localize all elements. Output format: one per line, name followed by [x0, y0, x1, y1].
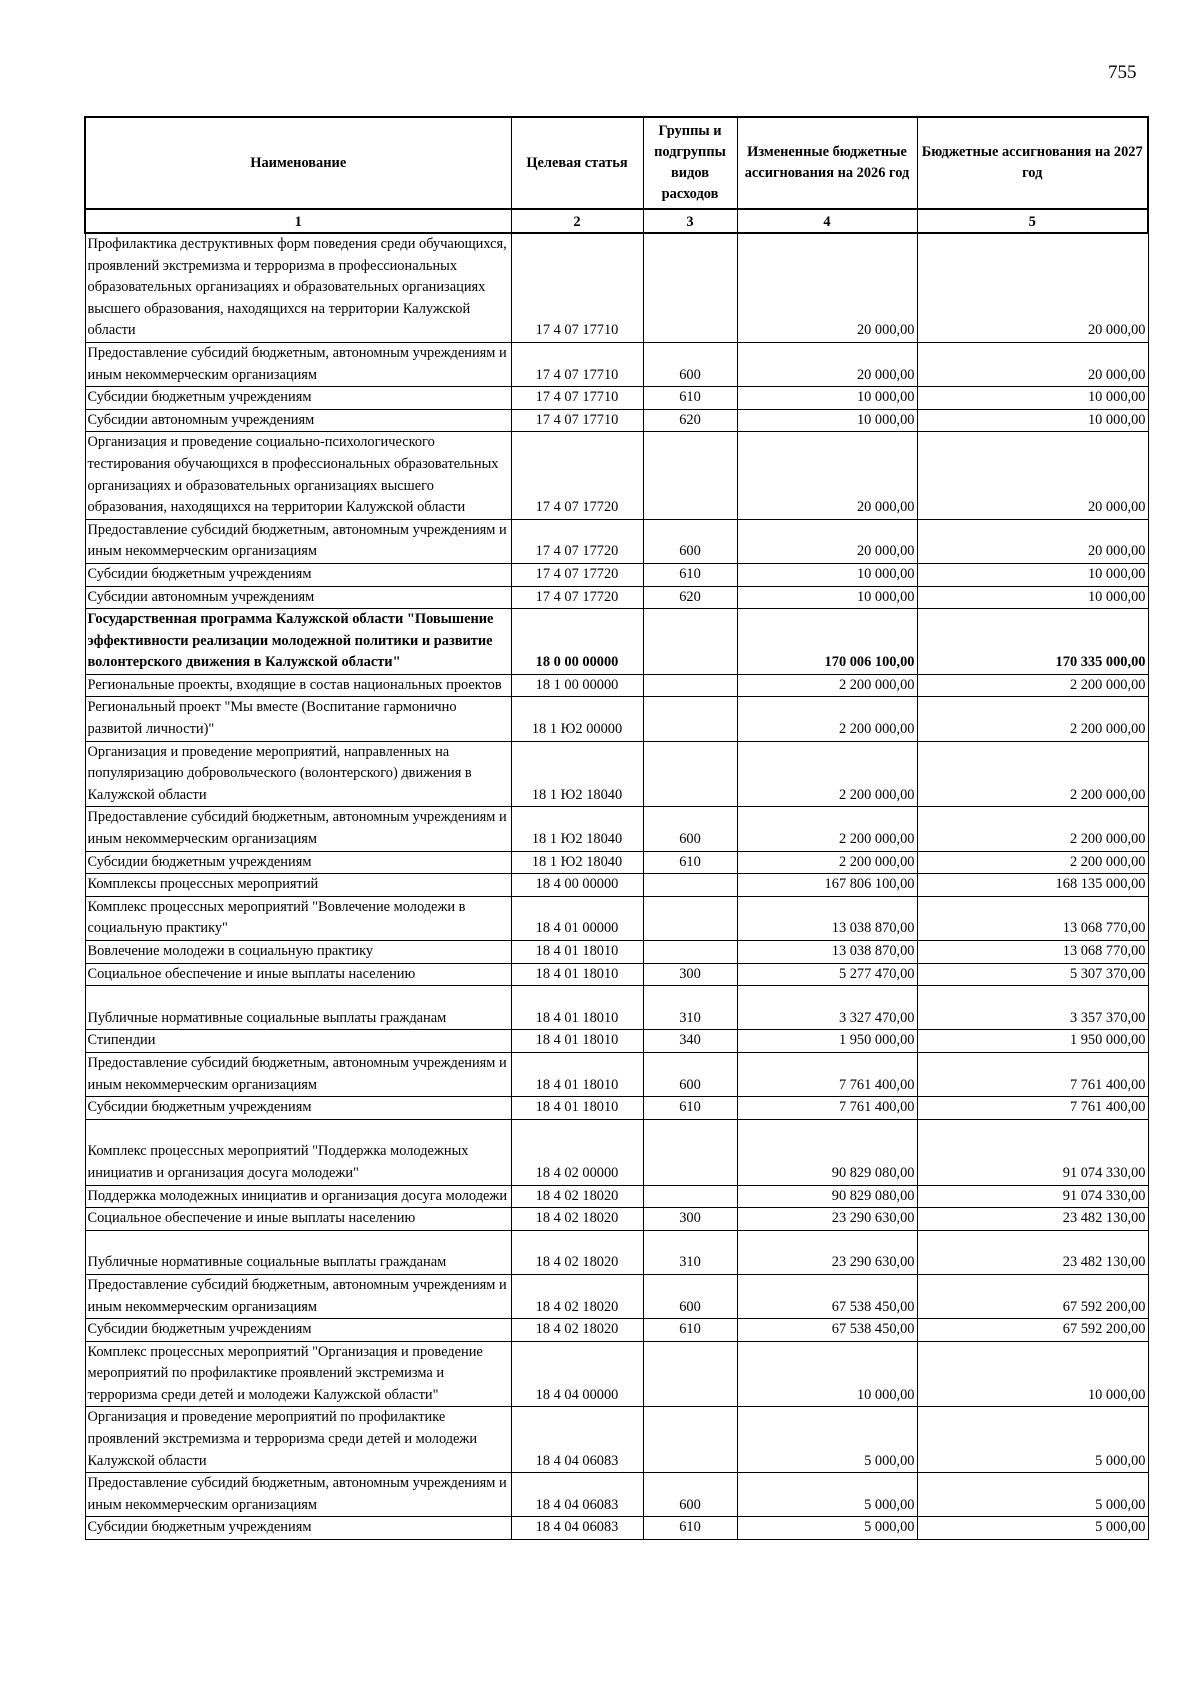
row-amount-2027: 23 482 130,00: [917, 1208, 1148, 1231]
row-amount-2027: 1 950 000,00: [917, 1030, 1148, 1053]
row-group-code: 610: [643, 851, 737, 874]
row-target-code: 17 4 07 17710: [511, 233, 643, 342]
row-group-code: 310: [643, 1230, 737, 1274]
header-name: Наименование: [85, 117, 511, 209]
row-target-code: 17 4 07 17720: [511, 586, 643, 609]
table-row: [85, 674, 1148, 697]
row-amount-2027: 20 000,00: [917, 432, 1148, 519]
row-group-code: [643, 874, 737, 897]
row-name: Публичные нормативные социальные выплаты гражданам: [85, 986, 511, 1030]
row-amount-2027: 20 000,00: [917, 233, 1148, 342]
row-group-code: 610: [643, 1319, 737, 1342]
row-amount-2027: 168 135 000,00: [917, 874, 1148, 897]
table-row: [85, 1341, 1148, 1407]
row-amount-2026: 20 000,00: [737, 233, 917, 342]
row-amount-2026: 23 290 630,00: [737, 1230, 917, 1274]
table-row: [85, 1517, 1148, 1540]
row-amount-2027: 2 200 000,00: [917, 851, 1148, 874]
row-name: Предоставление субсидий бюджетным, автономным учреждениям и иным некоммерческим организациям: [85, 1473, 511, 1517]
row-name: Социальное обеспечение и иные выплаты населению: [85, 1208, 511, 1231]
table-row: [85, 1030, 1148, 1053]
row-group-code: [643, 1407, 737, 1473]
row-group-code: 600: [643, 342, 737, 386]
row-amount-2026: 1 950 000,00: [737, 1030, 917, 1053]
row-group-code: 340: [643, 1030, 737, 1053]
row-amount-2027: 2 200 000,00: [917, 741, 1148, 807]
table-row: [85, 409, 1148, 432]
row-amount-2027: 7 761 400,00: [917, 1052, 1148, 1096]
table-row: [85, 1230, 1148, 1274]
row-amount-2026: 5 000,00: [737, 1407, 917, 1473]
row-amount-2026: 10 000,00: [737, 563, 917, 586]
row-group-code: 600: [643, 1274, 737, 1318]
header-2027: Бюджетные ассигнования на 2027 год: [917, 117, 1148, 209]
row-target-code: 18 4 02 18020: [511, 1185, 643, 1208]
table-row: [85, 896, 1148, 940]
row-group-code: 620: [643, 586, 737, 609]
row-amount-2026: 2 200 000,00: [737, 674, 917, 697]
row-group-code: [643, 233, 737, 342]
row-group-code: [643, 941, 737, 964]
row-group-code: [643, 697, 737, 741]
row-amount-2027: 7 761 400,00: [917, 1097, 1148, 1120]
row-name: Поддержка молодежных инициатив и организация досуга молодежи: [85, 1185, 511, 1208]
row-name: Организация и проведение мероприятий, направленных на популяризацию добровольческого (волонтерского) движения в Калужской области: [85, 741, 511, 807]
col-number: 4: [737, 209, 917, 233]
table-row: [85, 586, 1148, 609]
row-amount-2026: 2 200 000,00: [737, 741, 917, 807]
row-group-code: 610: [643, 1097, 737, 1120]
row-group-code: [643, 1185, 737, 1208]
table-row: [85, 342, 1148, 386]
row-target-code: 18 4 02 00000: [511, 1119, 643, 1185]
row-group-code: 600: [643, 1052, 737, 1096]
row-amount-2027: 10 000,00: [917, 1341, 1148, 1407]
row-target-code: 18 4 01 18010: [511, 963, 643, 986]
table-row: [85, 963, 1148, 986]
row-amount-2027: 10 000,00: [917, 563, 1148, 586]
table-row: [85, 387, 1148, 410]
row-target-code: 18 4 01 18010: [511, 941, 643, 964]
row-group-code: 300: [643, 963, 737, 986]
col-number: 3: [643, 209, 737, 233]
row-name: Субсидии бюджетным учреждениям: [85, 1319, 511, 1342]
row-target-code: 18 4 01 18010: [511, 1052, 643, 1096]
row-amount-2026: 10 000,00: [737, 387, 917, 410]
row-group-code: 610: [643, 563, 737, 586]
header-group: Группы и подгруппы видов расходов: [643, 117, 737, 209]
row-target-code: 18 0 00 00000: [511, 609, 643, 675]
row-target-code: 18 4 00 00000: [511, 874, 643, 897]
row-name: Комплекс процессных мероприятий "Поддержка молодежных инициатив и организация досуга молодежи": [85, 1119, 511, 1185]
row-amount-2026: 7 761 400,00: [737, 1097, 917, 1120]
row-name: Региональный проект "Мы вместе (Воспитание гармонично развитой личности)": [85, 697, 511, 741]
column-number-row: [85, 209, 1148, 233]
row-target-code: 18 4 04 06083: [511, 1473, 643, 1517]
col-number: 2: [511, 209, 643, 233]
row-amount-2026: 3 327 470,00: [737, 986, 917, 1030]
row-target-code: 18 4 01 18010: [511, 986, 643, 1030]
row-name: Организация и проведение мероприятий по профилактике проявлений экстремизма и терроризма среди детей и молодежи Калужской области: [85, 1407, 511, 1473]
row-group-code: [643, 609, 737, 675]
table-row: [85, 874, 1148, 897]
table-row: [85, 1052, 1148, 1096]
table-row: [85, 1097, 1148, 1120]
row-amount-2027: 2 200 000,00: [917, 807, 1148, 851]
row-name: Предоставление субсидий бюджетным, автономным учреждениям и иным некоммерческим организациям: [85, 1274, 511, 1318]
budget-table: [84, 116, 1149, 1540]
table-row: [85, 986, 1148, 1030]
row-amount-2026: 13 038 870,00: [737, 941, 917, 964]
row-target-code: 18 1 Ю2 18040: [511, 851, 643, 874]
row-target-code: 17 4 07 17720: [511, 432, 643, 519]
row-target-code: 18 4 04 00000: [511, 1341, 643, 1407]
row-amount-2027: 10 000,00: [917, 409, 1148, 432]
row-amount-2026: 5 000,00: [737, 1473, 917, 1517]
row-amount-2026: 170 006 100,00: [737, 609, 917, 675]
table-row: [85, 807, 1148, 851]
table-row: [85, 563, 1148, 586]
row-name: Комплекс процессных мероприятий "Вовлечение молодежи в социальную практику": [85, 896, 511, 940]
row-name: Комплекс процессных мероприятий "Организация и проведение мероприятий по профилактике проявлений экстремизма и терроризма среди детей и молодежи Калужской области": [85, 1341, 511, 1407]
header-target: Целевая статья: [511, 117, 643, 209]
table-row: [85, 1274, 1148, 1318]
row-group-code: 310: [643, 986, 737, 1030]
row-name: Социальное обеспечение и иные выплаты населению: [85, 963, 511, 986]
header-2026: Измененные бюджетные ассигнования на 2026 год: [737, 117, 917, 209]
row-name: Организация и проведение социально-психологического тестирования обучающихся в профессиональных образовательных организациях и образовательных организациях высшего образования, находящихся на территории Калужской области: [85, 432, 511, 519]
table-row: [85, 432, 1148, 519]
row-amount-2027: 20 000,00: [917, 342, 1148, 386]
row-amount-2027: 10 000,00: [917, 387, 1148, 410]
row-amount-2026: 67 538 450,00: [737, 1319, 917, 1342]
row-target-code: 18 4 04 06083: [511, 1407, 643, 1473]
table-row: [85, 519, 1148, 563]
row-name: Профилактика деструктивных форм поведения среди обучающихся, проявлений экстремизма и терроризма в профессиональных образовательных организациях и образовательных организациях высшего образования, находящихся на территории Калужской области: [85, 233, 511, 342]
row-amount-2027: 170 335 000,00: [917, 609, 1148, 675]
row-name: Субсидии бюджетным учреждениям: [85, 1517, 511, 1540]
row-amount-2027: 13 068 770,00: [917, 896, 1148, 940]
row-amount-2026: 23 290 630,00: [737, 1208, 917, 1231]
row-target-code: 18 4 01 18010: [511, 1097, 643, 1120]
row-group-code: 600: [643, 1473, 737, 1517]
row-target-code: 17 4 07 17720: [511, 519, 643, 563]
table-row: [85, 1119, 1148, 1185]
table-row: [85, 1319, 1148, 1342]
row-name: Предоставление субсидий бюджетным, автономным учреждениям и иным некоммерческим организациям: [85, 342, 511, 386]
row-group-code: 600: [643, 519, 737, 563]
row-name: Государственная программа Калужской области "Повышение эффективности реализации молодежной политики и развитие волонтерского движения в Калужской области": [85, 609, 511, 675]
row-amount-2027: 67 592 200,00: [917, 1274, 1148, 1318]
row-amount-2026: 2 200 000,00: [737, 851, 917, 874]
row-group-code: 610: [643, 1517, 737, 1540]
row-group-code: [643, 674, 737, 697]
row-target-code: 18 4 02 18020: [511, 1230, 643, 1274]
row-group-code: [643, 1341, 737, 1407]
row-target-code: 18 1 Ю2 18040: [511, 741, 643, 807]
row-amount-2027: 67 592 200,00: [917, 1319, 1148, 1342]
col-number: 5: [917, 209, 1148, 233]
table-row: [85, 1473, 1148, 1517]
row-group-code: 620: [643, 409, 737, 432]
row-amount-2026: 5 000,00: [737, 1517, 917, 1540]
row-name: Публичные нормативные социальные выплаты гражданам: [85, 1230, 511, 1274]
row-amount-2027: 2 200 000,00: [917, 674, 1148, 697]
row-name: Предоставление субсидий бюджетным, автономным учреждениям и иным некоммерческим организациям: [85, 519, 511, 563]
row-target-code: 17 4 07 17710: [511, 409, 643, 432]
row-amount-2026: 10 000,00: [737, 1341, 917, 1407]
row-amount-2026: 90 829 080,00: [737, 1119, 917, 1185]
row-amount-2026: 20 000,00: [737, 432, 917, 519]
row-group-code: [643, 896, 737, 940]
row-amount-2026: 2 200 000,00: [737, 807, 917, 851]
row-group-code: [643, 432, 737, 519]
table-row: [85, 697, 1148, 741]
row-target-code: 18 4 01 18010: [511, 1030, 643, 1053]
row-target-code: 17 4 07 17710: [511, 342, 643, 386]
row-name: Предоставление субсидий бюджетным, автономным учреждениям и иным некоммерческим организациям: [85, 1052, 511, 1096]
row-name: Субсидии бюджетным учреждениям: [85, 387, 511, 410]
row-amount-2026: 13 038 870,00: [737, 896, 917, 940]
table-row: [85, 609, 1148, 675]
row-amount-2027: 91 074 330,00: [917, 1119, 1148, 1185]
row-target-code: 17 4 07 17720: [511, 563, 643, 586]
row-name: Региональные проекты, входящие в состав национальных проектов: [85, 674, 511, 697]
row-amount-2027: 5 307 370,00: [917, 963, 1148, 986]
row-name: Субсидии бюджетным учреждениям: [85, 1097, 511, 1120]
row-amount-2027: 3 357 370,00: [917, 986, 1148, 1030]
row-amount-2027: 23 482 130,00: [917, 1230, 1148, 1274]
page-number: 755: [1108, 62, 1137, 83]
table-header-row: [85, 117, 1148, 209]
row-target-code: 18 1 Ю2 18040: [511, 807, 643, 851]
row-name: Вовлечение молодежи в социальную практику: [85, 941, 511, 964]
row-target-code: 18 1 00 00000: [511, 674, 643, 697]
row-amount-2026: 167 806 100,00: [737, 874, 917, 897]
col-number: 1: [85, 209, 511, 233]
table-row: [85, 1185, 1148, 1208]
row-name: Субсидии бюджетным учреждениям: [85, 851, 511, 874]
row-amount-2027: 5 000,00: [917, 1473, 1148, 1517]
row-amount-2027: 91 074 330,00: [917, 1185, 1148, 1208]
row-target-code: 17 4 07 17710: [511, 387, 643, 410]
table-row: [85, 1208, 1148, 1231]
row-amount-2027: 5 000,00: [917, 1517, 1148, 1540]
row-target-code: 18 4 02 18020: [511, 1319, 643, 1342]
row-amount-2026: 10 000,00: [737, 409, 917, 432]
table-row: [85, 851, 1148, 874]
row-name: Субсидии автономным учреждениям: [85, 586, 511, 609]
table-body: [85, 233, 1148, 1540]
row-group-code: [643, 1119, 737, 1185]
row-amount-2027: 10 000,00: [917, 586, 1148, 609]
row-target-code: 18 4 04 06083: [511, 1517, 643, 1540]
row-amount-2026: 7 761 400,00: [737, 1052, 917, 1096]
row-amount-2026: 20 000,00: [737, 342, 917, 386]
table-row: [85, 1407, 1148, 1473]
table-row: [85, 741, 1148, 807]
row-target-code: 18 4 02 18020: [511, 1208, 643, 1231]
row-name: Стипендии: [85, 1030, 511, 1053]
row-group-code: 610: [643, 387, 737, 410]
row-amount-2027: 2 200 000,00: [917, 697, 1148, 741]
row-amount-2026: 10 000,00: [737, 586, 917, 609]
row-name: Субсидии автономным учреждениям: [85, 409, 511, 432]
row-group-code: 300: [643, 1208, 737, 1231]
row-target-code: 18 4 02 18020: [511, 1274, 643, 1318]
row-name: Субсидии бюджетным учреждениям: [85, 563, 511, 586]
row-amount-2026: 2 200 000,00: [737, 697, 917, 741]
row-amount-2026: 67 538 450,00: [737, 1274, 917, 1318]
row-group-code: [643, 741, 737, 807]
row-amount-2026: 5 277 470,00: [737, 963, 917, 986]
row-group-code: 600: [643, 807, 737, 851]
row-name: Предоставление субсидий бюджетным, автономным учреждениям и иным некоммерческим организациям: [85, 807, 511, 851]
row-amount-2027: 20 000,00: [917, 519, 1148, 563]
row-target-code: 18 4 01 00000: [511, 896, 643, 940]
row-amount-2026: 20 000,00: [737, 519, 917, 563]
table-row: [85, 233, 1148, 342]
row-amount-2026: 90 829 080,00: [737, 1185, 917, 1208]
row-target-code: 18 1 Ю2 00000: [511, 697, 643, 741]
row-name: Комплексы процессных мероприятий: [85, 874, 511, 897]
row-amount-2027: 13 068 770,00: [917, 941, 1148, 964]
row-amount-2027: 5 000,00: [917, 1407, 1148, 1473]
table-row: [85, 941, 1148, 964]
